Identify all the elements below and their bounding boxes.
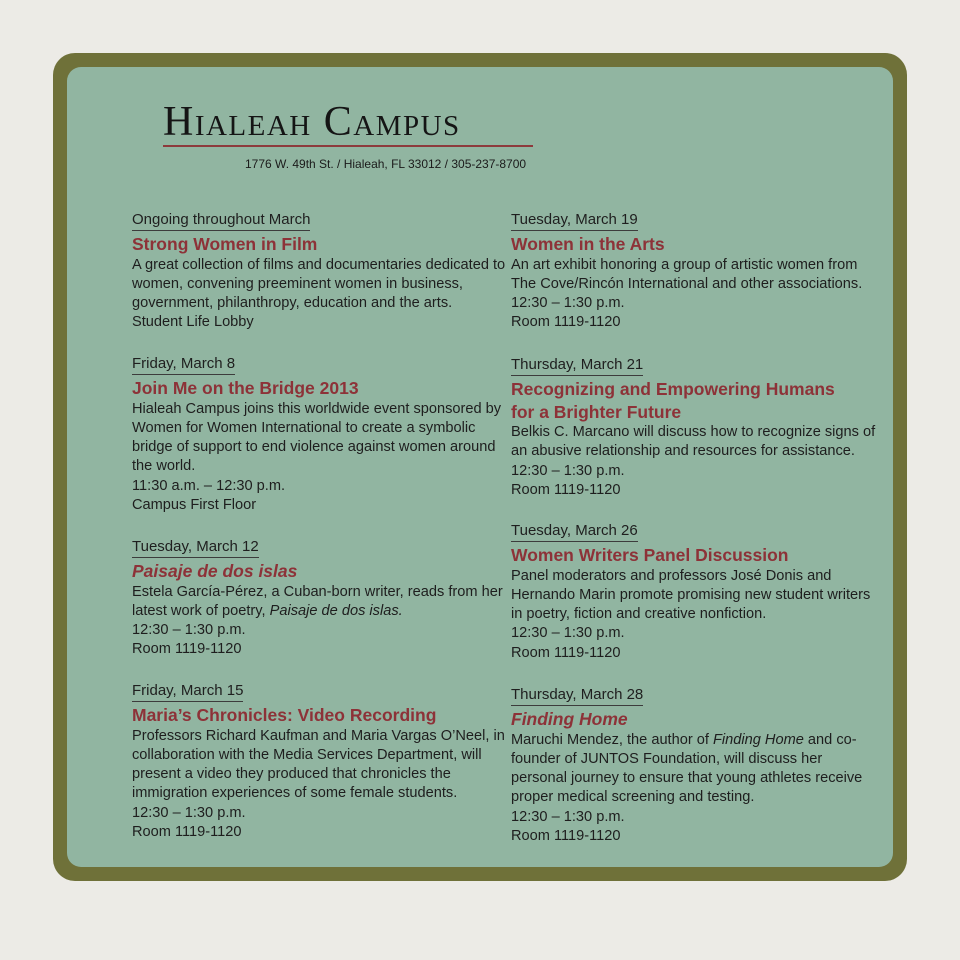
event-paisaje-de-dos-islas xyxy=(132,536,507,680)
event-location: Room 1119-1120 xyxy=(511,314,621,331)
event-location: Room 1119-1120 xyxy=(511,827,621,844)
event-title: Women in the Arts xyxy=(511,234,665,254)
event-title: Paisaje de dos islas xyxy=(132,561,298,581)
page-title: Hialeah Campus xyxy=(163,99,461,145)
event-description: Panel moderators and professors José Donis and Hernando Marin promote promising new student writers in poetry, fiction and creative nonfiction. xyxy=(511,567,871,623)
event-women-in-the-arts xyxy=(511,209,881,354)
event-date: Tuesday, March 19 xyxy=(511,209,638,231)
event-date: Thursday, March 21 xyxy=(511,354,643,376)
event-title: Finding Home xyxy=(511,709,628,729)
event-description: Belkis C. Marcano will discuss how to recognize signs of an abusive relationship and resources for assistance. xyxy=(511,424,876,460)
event-date: Tuesday, March 26 xyxy=(511,520,638,542)
description-text: and co-founder of JUNTOS Foundation, will discuss her personal journey to ensure that young athletes receive proper medical screening and testing. xyxy=(511,731,863,806)
event-date: Friday, March 15 xyxy=(132,680,243,702)
event-body xyxy=(132,583,507,660)
event-location: Room 1119-1120 xyxy=(132,641,242,658)
book-title: Finding Home xyxy=(713,731,804,748)
event-body xyxy=(511,567,881,663)
event-location: Student Life Lobby xyxy=(132,314,254,331)
event-description: Hialeah Campus joins this worldwide event sponsored by Women for Women International to create a symbolic bridge of support to end violence against women around the world. xyxy=(132,400,502,475)
event-date: Tuesday, March 12 xyxy=(132,536,259,558)
event-strong-women-in-film xyxy=(132,209,507,353)
event-title: Join Me on the Bridge 2013 xyxy=(132,378,359,398)
event-time: 12:30 – 1:30 p.m. xyxy=(511,808,625,825)
event-time: 12:30 – 1:30 p.m. xyxy=(511,625,625,642)
event-join-me-on-the-bridge xyxy=(132,353,507,536)
event-description xyxy=(132,583,507,622)
event-body xyxy=(132,400,507,516)
description-text: Maruchi Mendez, the author of xyxy=(511,731,713,748)
event-location: Room 1119-1120 xyxy=(511,481,621,498)
event-body xyxy=(132,727,507,843)
event-title: Women Writers Panel Discussion xyxy=(511,545,789,565)
event-finding-home xyxy=(511,684,881,846)
event-marias-chronicles xyxy=(132,680,507,842)
event-title: Maria’s Chronicles: Video Recording xyxy=(132,705,437,725)
campus-address: 1776 W. 49th St. / Hialeah, FL 33012 / 305-237-8700 xyxy=(245,157,527,171)
event-title: Recognizing and Empowering Humans for a Brighter Future xyxy=(511,379,835,422)
event-title: Strong Women in Film xyxy=(132,234,318,254)
event-location: Room 1119-1120 xyxy=(511,644,621,661)
event-time: 12:30 – 1:30 p.m. xyxy=(132,804,246,821)
event-description: An art exhibit honoring a group of artistic women from The Cove/Rincón International and other associations. xyxy=(511,256,863,292)
description-text: Estela García-Pérez, a Cuban-born writer, reads from her latest work of poetry, xyxy=(132,583,503,619)
event-body xyxy=(511,256,881,333)
event-body xyxy=(511,731,881,847)
left-column xyxy=(132,209,507,842)
event-body xyxy=(511,423,881,500)
event-women-writers-panel xyxy=(511,520,881,684)
event-body xyxy=(132,256,507,333)
event-time: 11:30 a.m. – 12:30 p.m. xyxy=(132,477,286,494)
book-title: Paisaje de dos islas. xyxy=(269,602,403,619)
event-time: 12:30 – 1:30 p.m. xyxy=(511,295,625,312)
event-date: Thursday, March 28 xyxy=(511,684,643,706)
event-recognizing-and-empowering xyxy=(511,354,881,520)
right-column xyxy=(511,209,881,846)
event-description: Professors Richard Kaufman and Maria Vargas O’Neel, in collaboration with the Media Services Department, will present a video they produced that chronicles the immigration experiences of some female students. xyxy=(132,727,505,802)
event-description xyxy=(511,731,881,808)
event-location: Room 1119-1120 xyxy=(132,823,242,840)
event-location: Campus First Floor xyxy=(132,496,257,513)
event-date: Ongoing throughout March xyxy=(132,209,310,231)
event-date: Friday, March 8 xyxy=(132,353,235,375)
event-description: A great collection of films and documentaries dedicated to women, convening preeminent women in business, government, philanthropy, education and the arts. xyxy=(132,256,506,312)
title-underline xyxy=(163,145,533,147)
event-time: 12:30 – 1:30 p.m. xyxy=(132,622,246,639)
event-time: 12:30 – 1:30 p.m. xyxy=(511,462,625,479)
